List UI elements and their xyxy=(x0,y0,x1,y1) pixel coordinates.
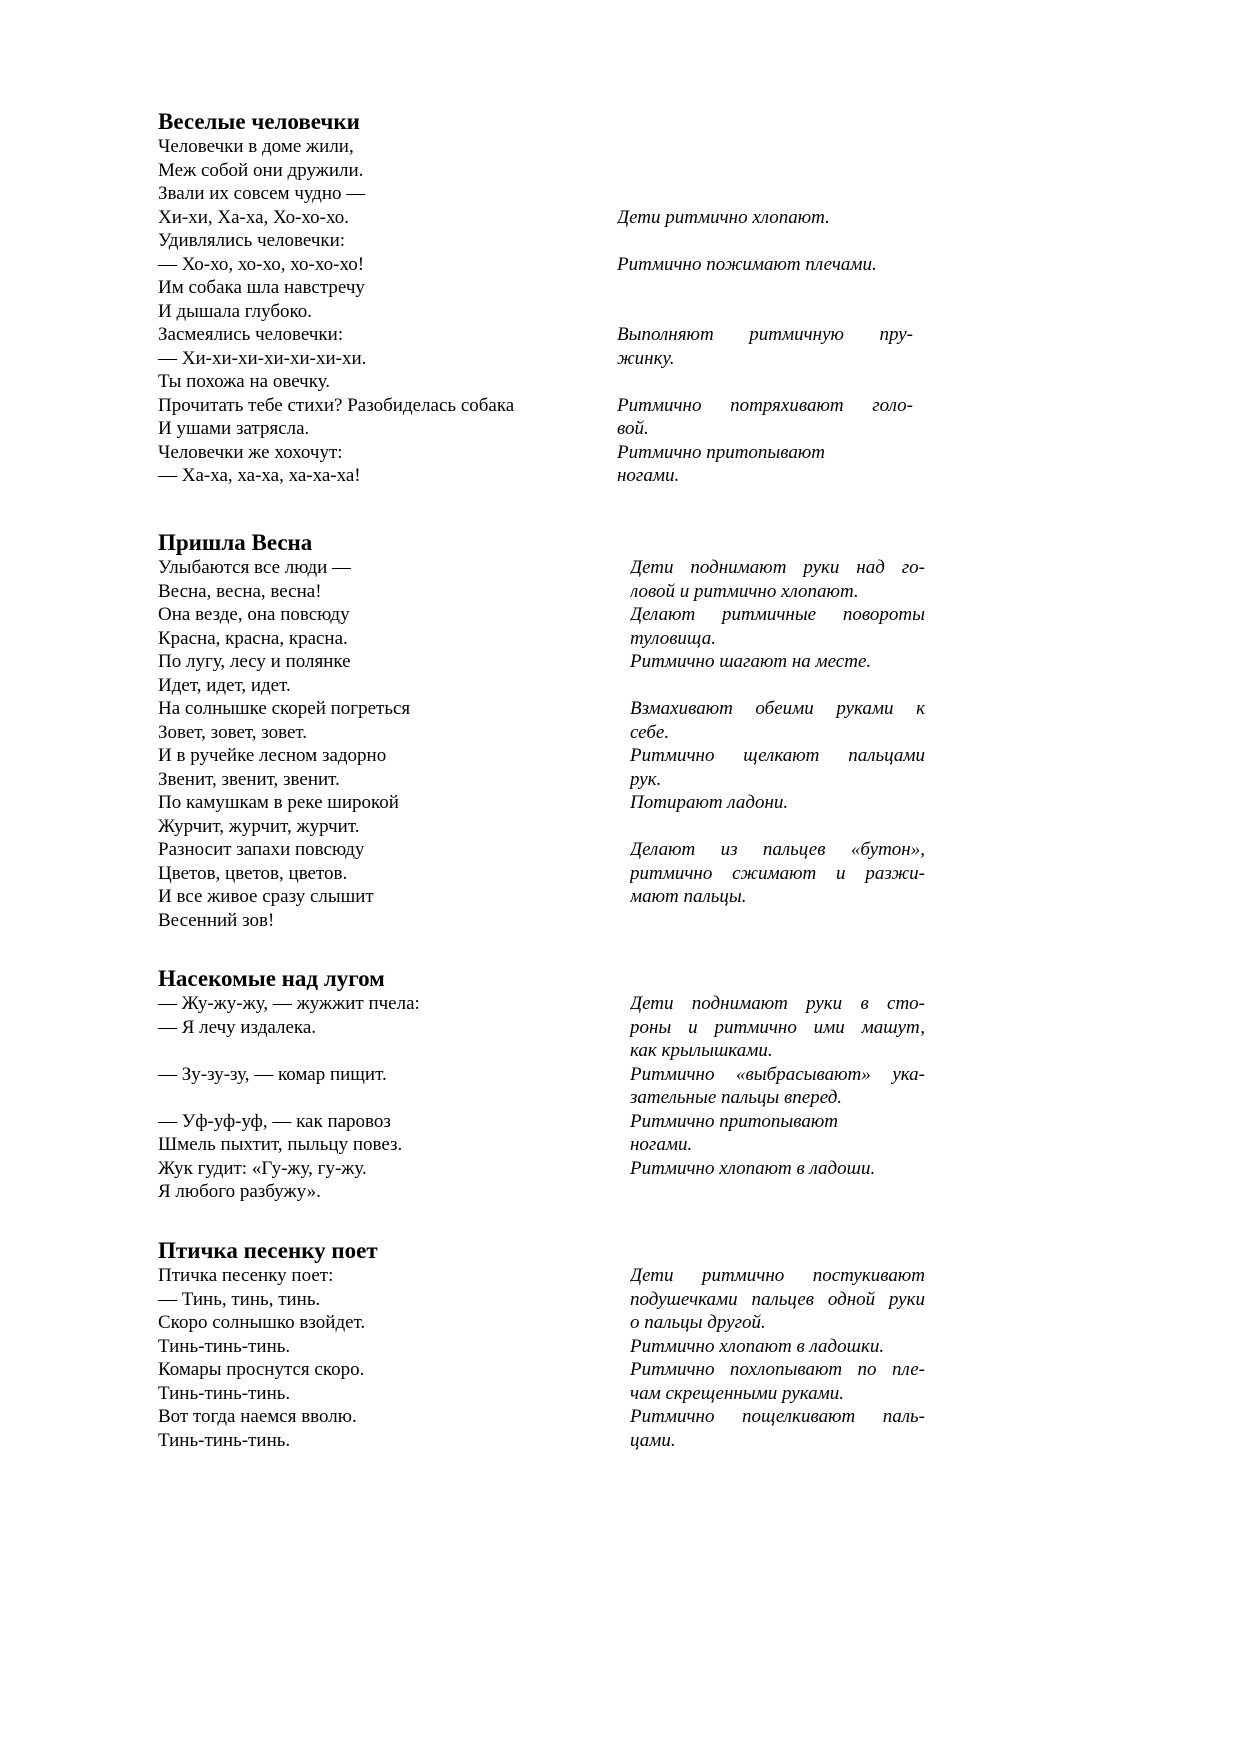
verse-row xyxy=(158,300,928,324)
verse-line: Комары проснутся скоро. xyxy=(158,1359,365,1380)
section-prishla-vesna xyxy=(158,529,928,932)
verse-rows xyxy=(158,1264,928,1452)
verse-line: — Зу-зу-зу, — комар пищит. xyxy=(158,1063,387,1085)
verse-row xyxy=(158,370,928,394)
movement-instruction: как крылышками. xyxy=(630,1040,773,1061)
movement-instruction: Ритмично хлопают в ладошки. xyxy=(630,1335,885,1357)
verse-row xyxy=(158,417,928,441)
verse-row xyxy=(158,1358,928,1382)
verse-row xyxy=(158,721,928,745)
verse-row xyxy=(158,1016,928,1040)
verse-line: Я любого разбужу». xyxy=(158,1181,321,1202)
movement-instruction: Дети ритмично хлопают. xyxy=(617,206,830,228)
verse-row xyxy=(158,1110,928,1134)
verse-row xyxy=(158,1382,928,1406)
verse-line: Цветов, цветов, цветов. xyxy=(158,862,348,884)
verse-row xyxy=(158,674,928,698)
movement-instruction: роны и ритмично ими машут, xyxy=(630,1016,925,1038)
verse-row xyxy=(158,1335,928,1359)
movement-instruction: ногами. xyxy=(617,465,680,486)
movement-instruction: вой. xyxy=(617,418,649,439)
verse-line: Журчит, журчит, журчит. xyxy=(158,815,360,837)
movement-instruction: зательные пальцы вперед. xyxy=(630,1087,843,1108)
verse-row xyxy=(158,182,928,206)
verse-row xyxy=(158,1264,928,1288)
verse-line: Шмель пыхтит, пыльцу повез. xyxy=(158,1134,403,1155)
verse-row xyxy=(158,1039,928,1063)
section-title: Веселые человечки xyxy=(158,109,360,134)
verse-line: Улыбаются все люди — xyxy=(158,557,352,578)
movement-instruction: Ритмично шагают на месте. xyxy=(630,651,872,672)
movement-instruction: Ритмично притопывают xyxy=(617,441,826,463)
verse-row xyxy=(158,1063,928,1087)
movement-instruction xyxy=(617,159,913,183)
verse-row xyxy=(158,791,928,815)
verse-line: По камушкам в реке широкой xyxy=(158,792,399,813)
verse-row xyxy=(158,603,928,627)
movement-instruction: Делают из пальцев «бутон», xyxy=(630,839,925,860)
movement-instruction: Ритмично щелкают пальцами xyxy=(630,745,925,766)
movement-instruction: Ритмично похлопывают по пле- xyxy=(630,1359,925,1380)
verse-line: Жук гудит: «Гу-жу, гу-жу. xyxy=(158,1157,367,1179)
verse-line: Тинь-тинь-тинь. xyxy=(158,1335,291,1357)
verse-line: Звенит, звенит, звенит. xyxy=(158,768,340,790)
verse-rows xyxy=(158,135,928,488)
verse-row xyxy=(158,862,928,886)
verse-line: Зовет, зовет, зовет. xyxy=(158,721,308,743)
verse-row xyxy=(158,580,928,604)
movement-instruction: Потирают ладони. xyxy=(630,792,789,813)
movement-instruction: чам скрещенными руками. xyxy=(630,1382,845,1404)
verse-row xyxy=(158,992,928,1016)
verse-line: И дышала глубоко. xyxy=(158,300,313,322)
verse-row xyxy=(158,276,928,300)
movement-instruction xyxy=(617,300,913,324)
verse-line: Она везде, она повсюду xyxy=(158,604,350,625)
verse-line: Меж собой они дружили. xyxy=(158,159,364,181)
movement-instruction: Ритмично пожимают плечами. xyxy=(617,253,877,275)
movement-instruction xyxy=(630,1180,925,1204)
verse-line: Разносит запахи повсюду xyxy=(158,839,365,860)
section-nasekomye-nad-lugom xyxy=(158,965,928,1204)
verse-line: Засмеялись человечки: xyxy=(158,324,344,345)
movement-instruction xyxy=(617,229,913,253)
movement-instruction: Ритмично пощелкивают паль- xyxy=(630,1406,925,1427)
verse-line: Тинь-тинь-тинь. xyxy=(158,1429,291,1451)
verse-line: И ушами затрясла. xyxy=(158,418,310,439)
movement-instruction: цами. xyxy=(630,1429,676,1451)
movement-instruction: Ритмично потряхивают голо- xyxy=(617,394,913,416)
movement-instruction: жинку. xyxy=(617,347,675,369)
verse-row xyxy=(158,206,928,230)
verse-line: — Хо-хо, хо-хо, хо-хо-хо! xyxy=(158,253,365,275)
verse-row xyxy=(158,1405,928,1429)
verse-row xyxy=(158,394,928,418)
verse-line: — Жу-жу-жу, — жужжит пчела: xyxy=(158,993,420,1014)
movement-instruction xyxy=(617,182,913,206)
movement-instruction: Дети поднимают руки в сто- xyxy=(630,993,925,1014)
section-ptichka-pesenku-poet xyxy=(158,1237,928,1452)
verse-row xyxy=(158,347,928,371)
verse-row xyxy=(158,159,928,183)
verse-row xyxy=(158,909,928,933)
movement-instruction xyxy=(617,370,913,394)
section-veselye-chelovechki xyxy=(158,108,928,488)
movement-instruction xyxy=(630,674,925,698)
verse-row xyxy=(158,441,928,465)
verse-row xyxy=(158,697,928,721)
verse-row xyxy=(158,1311,928,1335)
movement-instruction: Делают ритмичные повороты xyxy=(630,604,925,625)
verse-rows xyxy=(158,992,928,1204)
verse-line: Ты похожа на овечку. xyxy=(158,371,331,392)
movement-instruction: ритмично сжимают и разжи- xyxy=(630,862,925,884)
verse-line: Тинь-тинь-тинь. xyxy=(158,1382,291,1404)
verse-row xyxy=(158,838,928,862)
verse-line: Человечки в доме жили, xyxy=(158,136,354,157)
verse-row xyxy=(158,1086,928,1110)
movement-instruction: Ритмично притопывают xyxy=(630,1110,839,1132)
verse-row xyxy=(158,253,928,277)
section-title: Пришла Весна xyxy=(158,530,313,555)
verse-row xyxy=(158,1157,928,1181)
verse-row xyxy=(158,135,928,159)
movement-instruction xyxy=(617,276,913,300)
verse-row xyxy=(158,1429,928,1453)
movement-instruction: туловища. xyxy=(630,627,717,649)
movement-instruction: себе. xyxy=(630,721,670,743)
movement-instruction: Взмахивают обеими руками к xyxy=(630,698,925,719)
verse-line: Человечки же хохочут: xyxy=(158,441,343,463)
movement-instruction: мают пальцы. xyxy=(630,886,747,907)
movement-instruction: ногами. xyxy=(630,1134,693,1155)
movement-instruction xyxy=(630,815,925,839)
verse-line: И в ручейке лесном задорно xyxy=(158,745,387,766)
verse-line: — Я лечу издалека. xyxy=(158,1016,317,1038)
verse-line: Птичка песенку поет: xyxy=(158,1265,334,1286)
movement-instruction: о пальцы другой. xyxy=(630,1312,766,1333)
verse-row xyxy=(158,650,928,674)
verse-line: Вот тогда наемся вволю. xyxy=(158,1406,357,1427)
verse-line: Им собака шла навстречу xyxy=(158,277,365,298)
verse-line: — Уф-уф-уф, — как паровоз xyxy=(158,1110,391,1132)
verse-rows xyxy=(158,556,928,932)
verse-line: Весенний зов! xyxy=(158,909,275,931)
verse-row xyxy=(158,627,928,651)
verse-row xyxy=(158,815,928,839)
verse-line: — Ха-ха, ха-ха, ха-ха-ха! xyxy=(158,465,361,486)
verse-row xyxy=(158,464,928,488)
movement-instruction: ловой и ритмично хлопают. xyxy=(630,580,859,602)
movement-instruction: рук. xyxy=(630,768,662,790)
verse-row xyxy=(158,1133,928,1157)
verse-row xyxy=(158,768,928,792)
verse-line: Хи-хи, Ха-ха, Хо-хо-хо. xyxy=(158,206,350,228)
movement-instruction: Выполняют ритмичную пру- xyxy=(617,324,913,345)
section-title: Птичка песенку поет xyxy=(158,1238,378,1263)
verse-line: Скоро солнышко взойдет. xyxy=(158,1312,366,1333)
verse-line: Прочитать тебе стихи? Разобиделась собака xyxy=(158,394,515,416)
movement-instruction xyxy=(617,135,913,159)
verse-row xyxy=(158,1180,928,1204)
movement-instruction xyxy=(630,909,925,933)
verse-line: — Хи-хи-хи-хи-хи-хи-хи. xyxy=(158,347,367,369)
verse-row xyxy=(158,556,928,580)
verse-line: Идет, идет, идет. xyxy=(158,674,291,696)
movement-instruction: Дети поднимают руки над го- xyxy=(630,557,925,578)
verse-row xyxy=(158,229,928,253)
section-title: Насекомые над лугом xyxy=(158,966,385,991)
movement-instruction: Ритмично «выбрасывают» ука- xyxy=(630,1063,925,1085)
verse-line: И все живое сразу слышит xyxy=(158,886,374,907)
verse-line: Красна, красна, красна. xyxy=(158,627,348,649)
movement-instruction: подушечками пальцев одной руки xyxy=(630,1288,925,1310)
verse-line: На солнышке скорей погреться xyxy=(158,698,411,719)
verse-row xyxy=(158,323,928,347)
verse-line: Удивлялись человечки: xyxy=(158,230,346,251)
verse-line: По лугу, лесу и полянке xyxy=(158,651,351,672)
verse-line: — Тинь, тинь, тинь. xyxy=(158,1288,321,1310)
verse-row xyxy=(158,885,928,909)
movement-instruction: Ритмично хлопают в ладоши. xyxy=(630,1157,876,1179)
verse-row xyxy=(158,744,928,768)
verse-line: Весна, весна, весна! xyxy=(158,580,322,602)
verse-line: Звали их совсем чудно — xyxy=(158,183,366,204)
verse-row xyxy=(158,1288,928,1312)
movement-instruction: Дети ритмично постукивают xyxy=(630,1265,925,1286)
